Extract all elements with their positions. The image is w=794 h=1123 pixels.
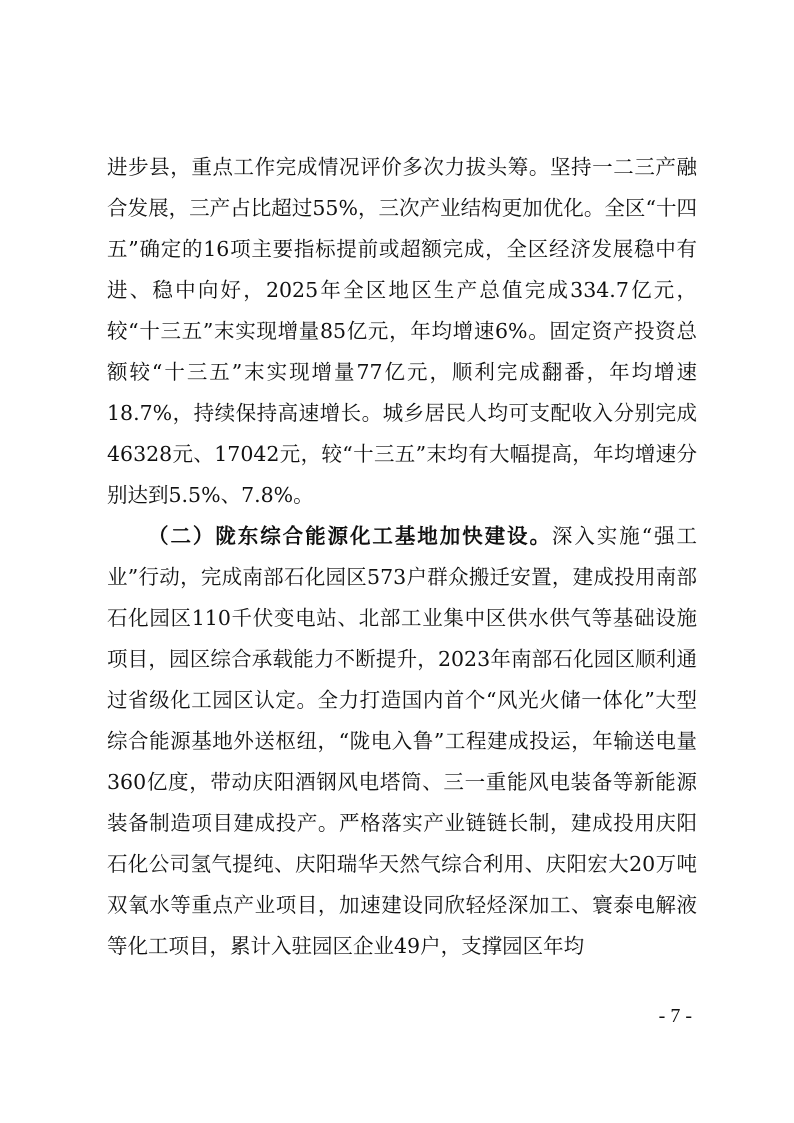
paragraph-text: 深入实施“强工业”行动，完成南部石化园区573户群众搬迁安置，建成投用南部石化园区110千伏变电站、北部工业集中区供水供气等基础设施项目，园区综合承载能力不断提升，2023年南部石化园区顺利通过省级化工园区认定。全力打造国内首个“风光火储一体化”大型综合能源基地外送枢纽，“陇电入鲁”工程建成投运，年输送电量360亿度，带动庆阳酒钢风电塔筒、三一重能风电装备等新能源装备制造项目建成投产。严格落实产业链链长制，建成投用庆阳石化公司氢气提纯、庆阳瑞华天然气综合利用、庆阳宏大20万吨双氧水等重点产业项目，加速建设同欣轻烃深加工、寰泰电解液等化工项目，累计入驻园区企业49户，支撑园区年均 xyxy=(107,524,697,958)
section-heading: （二）陇东综合能源化工基地加快建设。 xyxy=(148,524,552,548)
paragraph-energy-chemical-base xyxy=(107,516,697,967)
page-number: - 7 - xyxy=(658,1005,692,1027)
page-body xyxy=(107,147,697,967)
paragraph-economic-growth xyxy=(107,147,697,516)
paragraph-text: 进步县，重点工作完成情况评价多次力拔头筹。坚持一二三产融合发展，三产占比超过55%，三次产业结构更加优化。全区“十四五”确定的16项主要指标提前或超额完成，全区经济发展稳中有进、稳中向好，2025年全区地区生产总值完成334.7亿元，较“十三五”末实现增量85亿元，年均增速6%。固定资产投资总额较“十三五”末实现增量77亿元，顺利完成翻番，年均增速18.7%，持续保持高速增长。城乡居民人均可支配收入分别完成46328元、17042元，较“十三五”末均有大幅提高，年均增速分别达到5.5%、7.8%。 xyxy=(107,155,697,507)
